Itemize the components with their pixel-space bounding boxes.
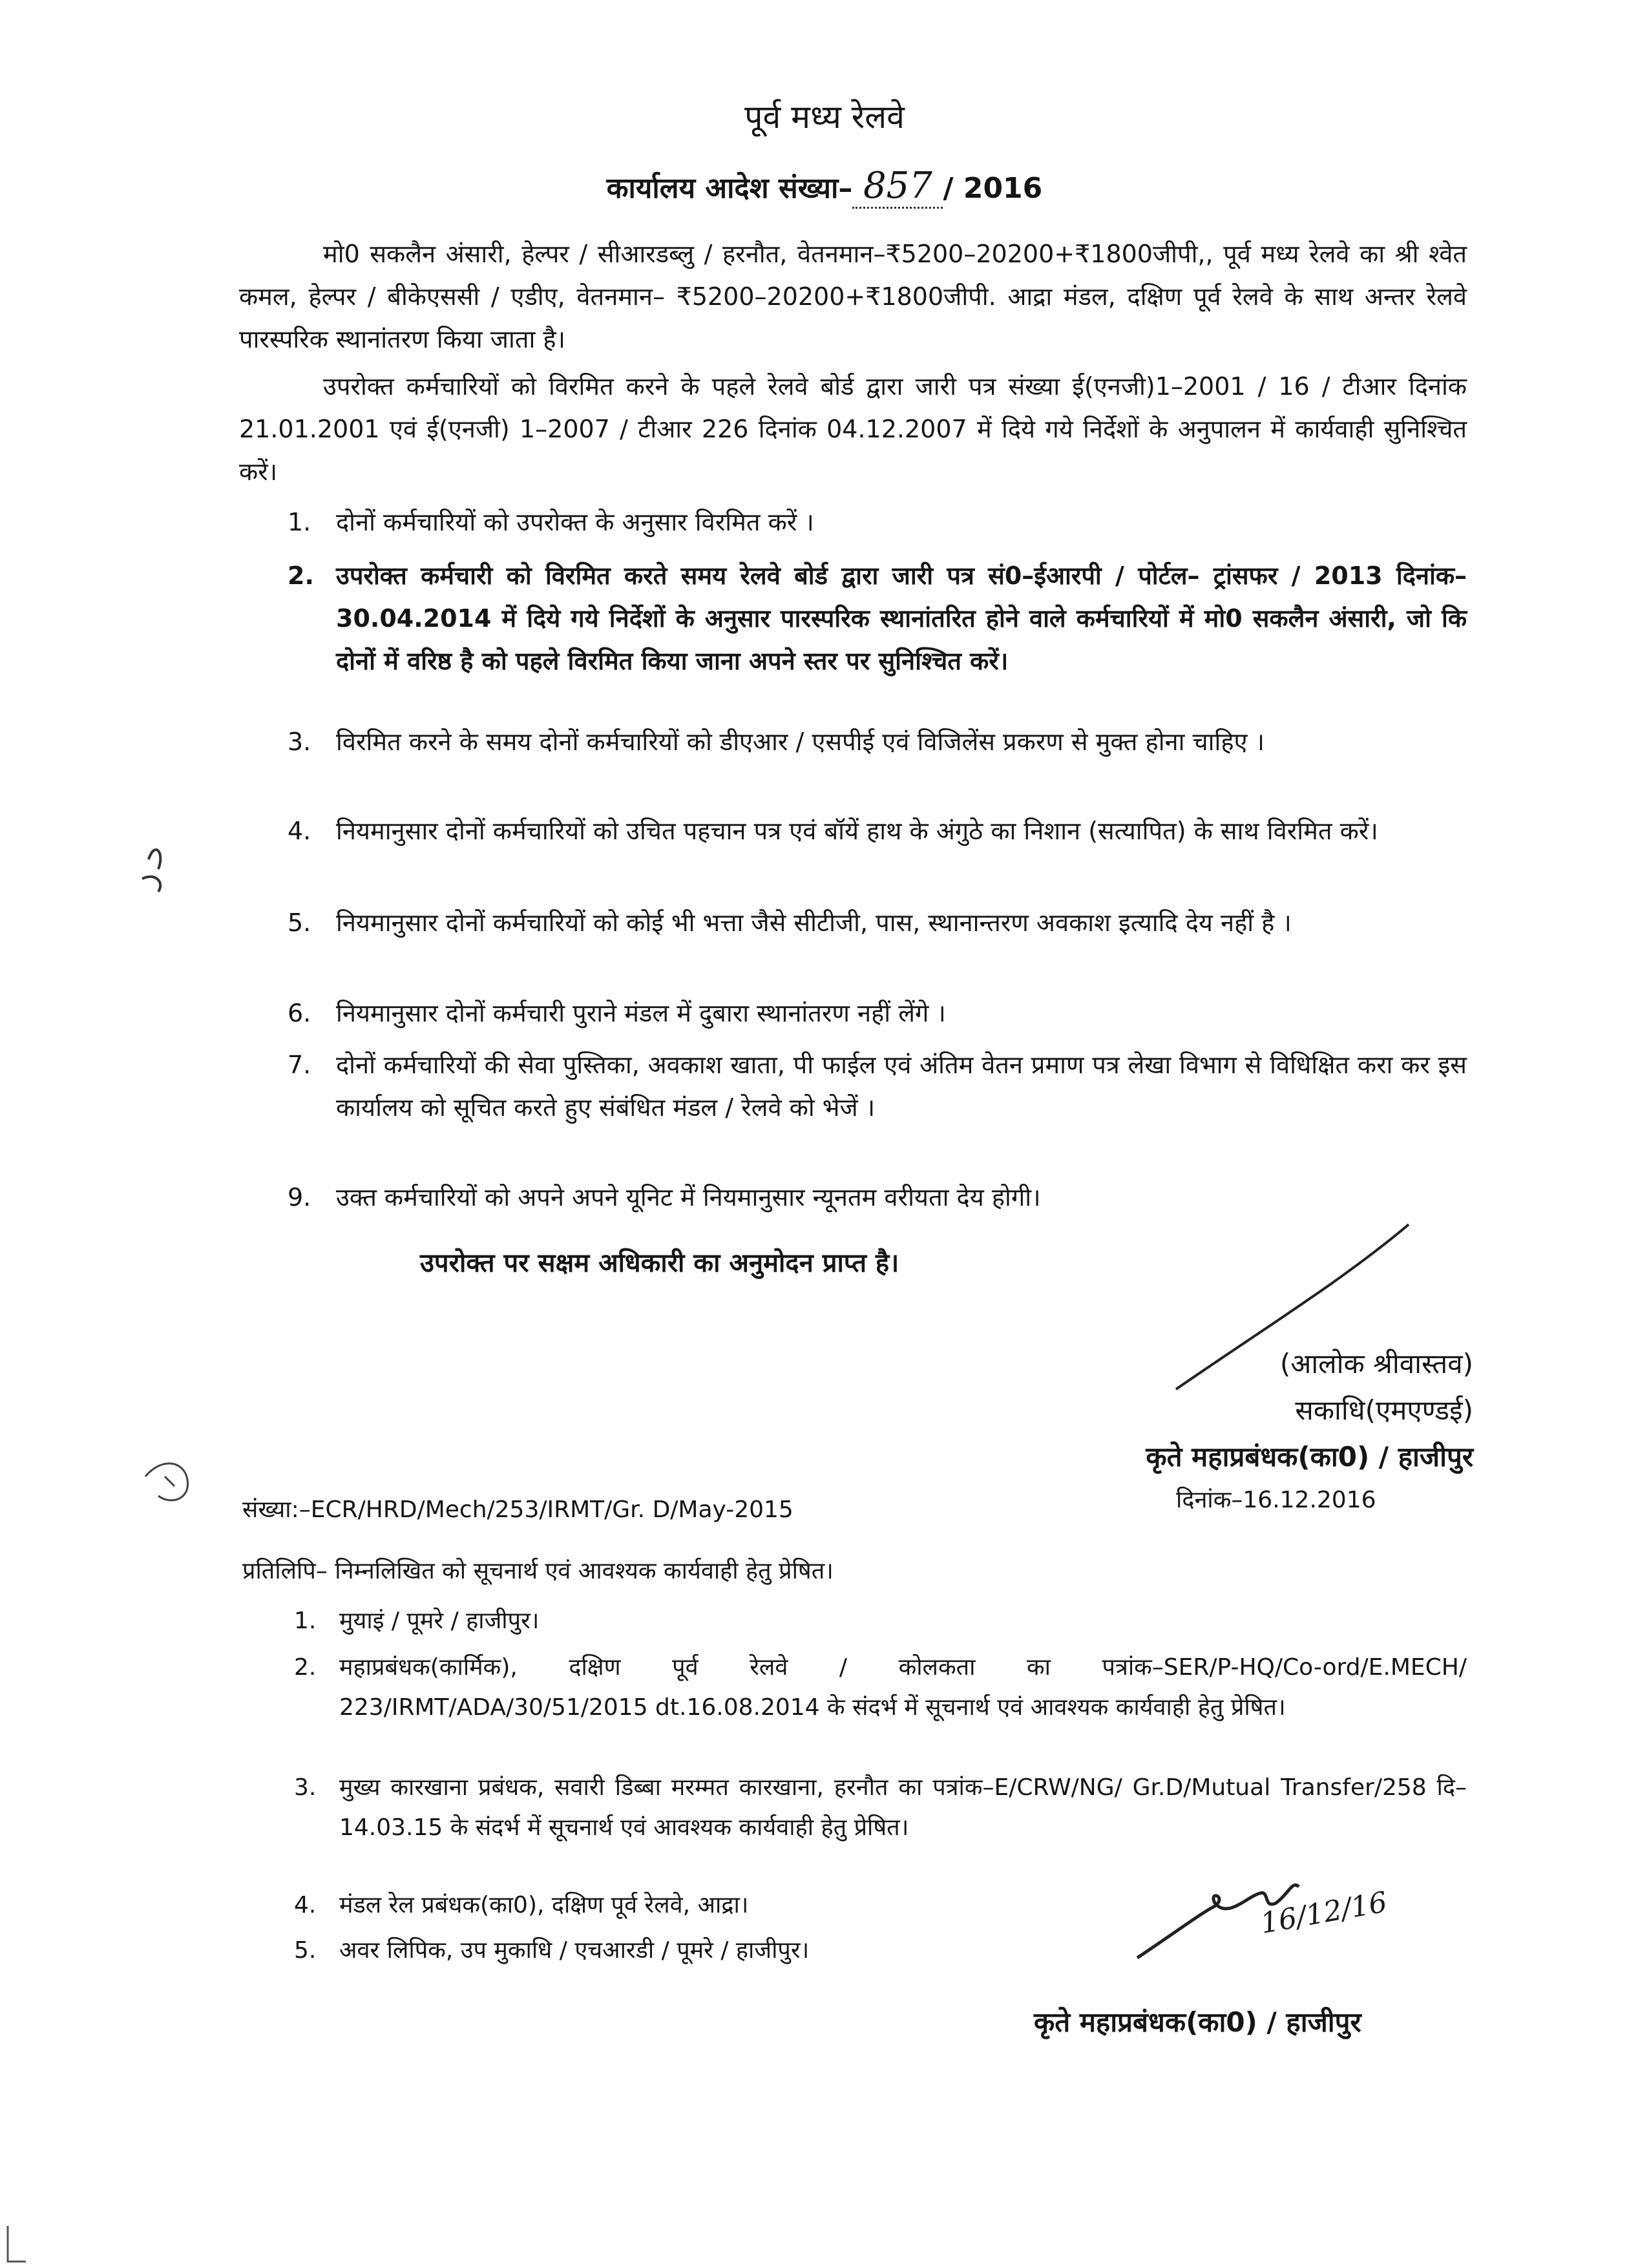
list-item-text: अवर लिपिक, उप मुकाधि / एचआरडी / पूमरे / हाजीपुर। <box>339 1937 810 1964</box>
reference-date: दिनांक–16.12.2016 <box>1176 1487 1376 1513</box>
list-item-number: 7. <box>288 1051 311 1079</box>
list-item-number: 5. <box>288 908 311 937</box>
list-item-text: उक्त कर्मचारियों को अपने अपने यूनिट में नियमानुसार न्यूनतम वरीयता देय होगी। <box>336 1183 1041 1212</box>
list-item-number: 6. <box>288 999 311 1027</box>
list-item-text: दोनों कर्मचारियों की सेवा पुस्तिका, अवकाश खाता, पी फाईल एवं अंतिम वेतन प्रमाण पत्र लेखा विभाग से विधिक्षित करा कर इस कार्यालय को सूचित करते हुए संबंधित मंडल / रेलवे को भेजें । <box>336 1051 1467 1122</box>
list-item-number: 4. <box>288 817 311 845</box>
paragraph-transfer: मो0 सकलैन अंसारी, हेल्पर / सीआरडब्लु / हरनौत, वेतनमान–₹5200–20200+₹1800जीपी,, पूर्व मध्य रेलवे का श्री श्वेत कमल, हेल्पर / बीकेएससी / एडीए, वेतनमान– ₹5200–20200+₹1800जीपी. आद्रा मंडल, दक्षिण पूर्व रेलवे के साथ अन्तर रेलवे पारस्परिक स्थानांतरण किया जाता है। <box>239 240 1467 353</box>
list-item-text: महाप्रबंधक(कार्मिक), दक्षिण पूर्व रेलवे / कोलकता का पत्रांक–SER/P-HQ/Co-ord/E.MECH/ 223/IRMT/ADA/30/51/2015 dt.16.08.2014 के संदर्भ में सूचनार्थ एवं आवश्यक कार्यवाही हेतु प्रेषित। <box>339 1654 1467 1721</box>
list-item-number: 9. <box>288 1183 311 1212</box>
list-item-number: 1. <box>294 1608 317 1634</box>
list-item-number: 4. <box>294 1892 317 1918</box>
margin-mark <box>145 1464 188 1500</box>
list-item-text: मुख्य कारखाना प्रबंधक, सवारी डिब्बा मरम्मत कारखाना, हरनौत का पत्रांक–E/CRW/NG/ Gr.D/Mutual Transfer/258 दि–14.03.15 के संदर्भ में सूचनार्थ एवं आवश्यक कार्यवाही हेतु प्रेषित। <box>339 1774 1467 1841</box>
list-item-number: 5. <box>294 1937 317 1964</box>
list-item-text: विरमित करने के समय दोनों कर्मचारियों को डीएआर / एसपीई एवं विजिलेंस प्रकरण से मुक्त होना चाहिए । <box>336 728 1265 756</box>
list-item-number: 3. <box>288 728 311 756</box>
filing-mark <box>142 850 160 892</box>
initials-signature <box>1137 1885 1299 1958</box>
handwritten-date: 16/12/16 <box>1258 1885 1390 1940</box>
paragraph-instructions: उपरोक्त कर्मचारियों को विरमित करने के पहले रेलवे बोर्ड द्वारा जारी पत्र संख्या ई(एनजी)1–2001 / 16 / टीआर दिनांक 21.01.2001 एवं ई(एनजी) 1–2007 / टीआर 226 दिनांक 04.12.2007 में दिये गये निर्देशों के अनुपालन में कार्यवाही सुनिश्चित करें। <box>239 372 1467 486</box>
list-item-text: नियमानुसार दोनों कर्मचारियों को उचित पहचान पत्र एवं बॉयें हाथ के अंगुठे का निशान (सत्यापित) के साथ विरमित करें। <box>336 817 1378 845</box>
signatory-designation: सकाधि(एमएण्डई) <box>1295 1394 1473 1426</box>
copy-signatory-office: कृते महाप्रबंधक(का0) / हाजीपुर <box>1034 2006 1361 2038</box>
reference-number: संख्या:–ECR/HRD/Mech/253/IRMT/Gr. D/May-2015 <box>242 1496 793 1523</box>
list-item-text: मंडल रेल प्रबंधक(का0), दक्षिण पूर्व रेलवे, आद्रा। <box>339 1892 749 1918</box>
list-item-text: उपरोक्त कर्मचारी को विरमित करते समय रेलवे बोर्ड द्वारा जारी पत्र सं0–ईआरपी / पोर्टल– ट्रांसफर / 2013 दिनांक–30.04.2014 में दिये गये निर्देशों के अनुसार पारस्परिक स्थानांतरित होने वाले कर्मचारियों में मो0 सकलैन अंसारी, जो कि दोनों में वरिष्ठ है को पहले विरमित किया जाना अपने स्तर पर सुनिश्चित करें। <box>336 562 1467 675</box>
corner-mark <box>8 2226 26 2262</box>
order-number: 857 <box>852 165 943 209</box>
list-item-number: 3. <box>294 1774 317 1801</box>
signatory-office: कृते महाप्रबंधक(का0) / हाजीपुर <box>1146 1441 1473 1473</box>
order-prefix: कार्यालय आदेश संख्या– <box>606 172 853 205</box>
list-item-text: नियमानुसार दोनों कर्मचारी पुराने मंडल में दुबारा स्थानांतरण नहीं लेंगे । <box>336 999 946 1027</box>
signature-stroke <box>1176 1224 1409 1389</box>
copy-to-intro: प्रतिलिपि– निम्नलिखित को सूचनार्थ एवं आवश्यक कार्यवाही हेतु प्रेषित। <box>242 1558 834 1584</box>
organization-title: पूर्व मध्य रेलवे <box>744 98 905 136</box>
list-item-text: मुयाइं / पूमरे / हाजीपुर। <box>339 1608 540 1634</box>
list-item-number: 2. <box>294 1654 317 1681</box>
signatory-name: (आलोक श्रीवास्तव) <box>1279 1348 1473 1380</box>
list-item-text: दोनों कर्मचारियों को उपरोक्त के अनुसार विरमित करें । <box>336 508 814 536</box>
list-item-text: नियमानुसार दोनों कर्मचारियों को कोई भी भत्ता जैसे सीटीजी, पास, स्थानान्तरण अवकाश इत्यादि देय नहीं है । <box>336 908 1292 937</box>
list-item-number: 1. <box>288 508 311 536</box>
list-item-number: 2. <box>288 562 314 590</box>
order-year: / 2016 <box>943 172 1043 205</box>
approval-note: उपरोक्त पर सक्षम अधिकारी का अनुमोदन प्राप्त है। <box>420 1248 899 1278</box>
